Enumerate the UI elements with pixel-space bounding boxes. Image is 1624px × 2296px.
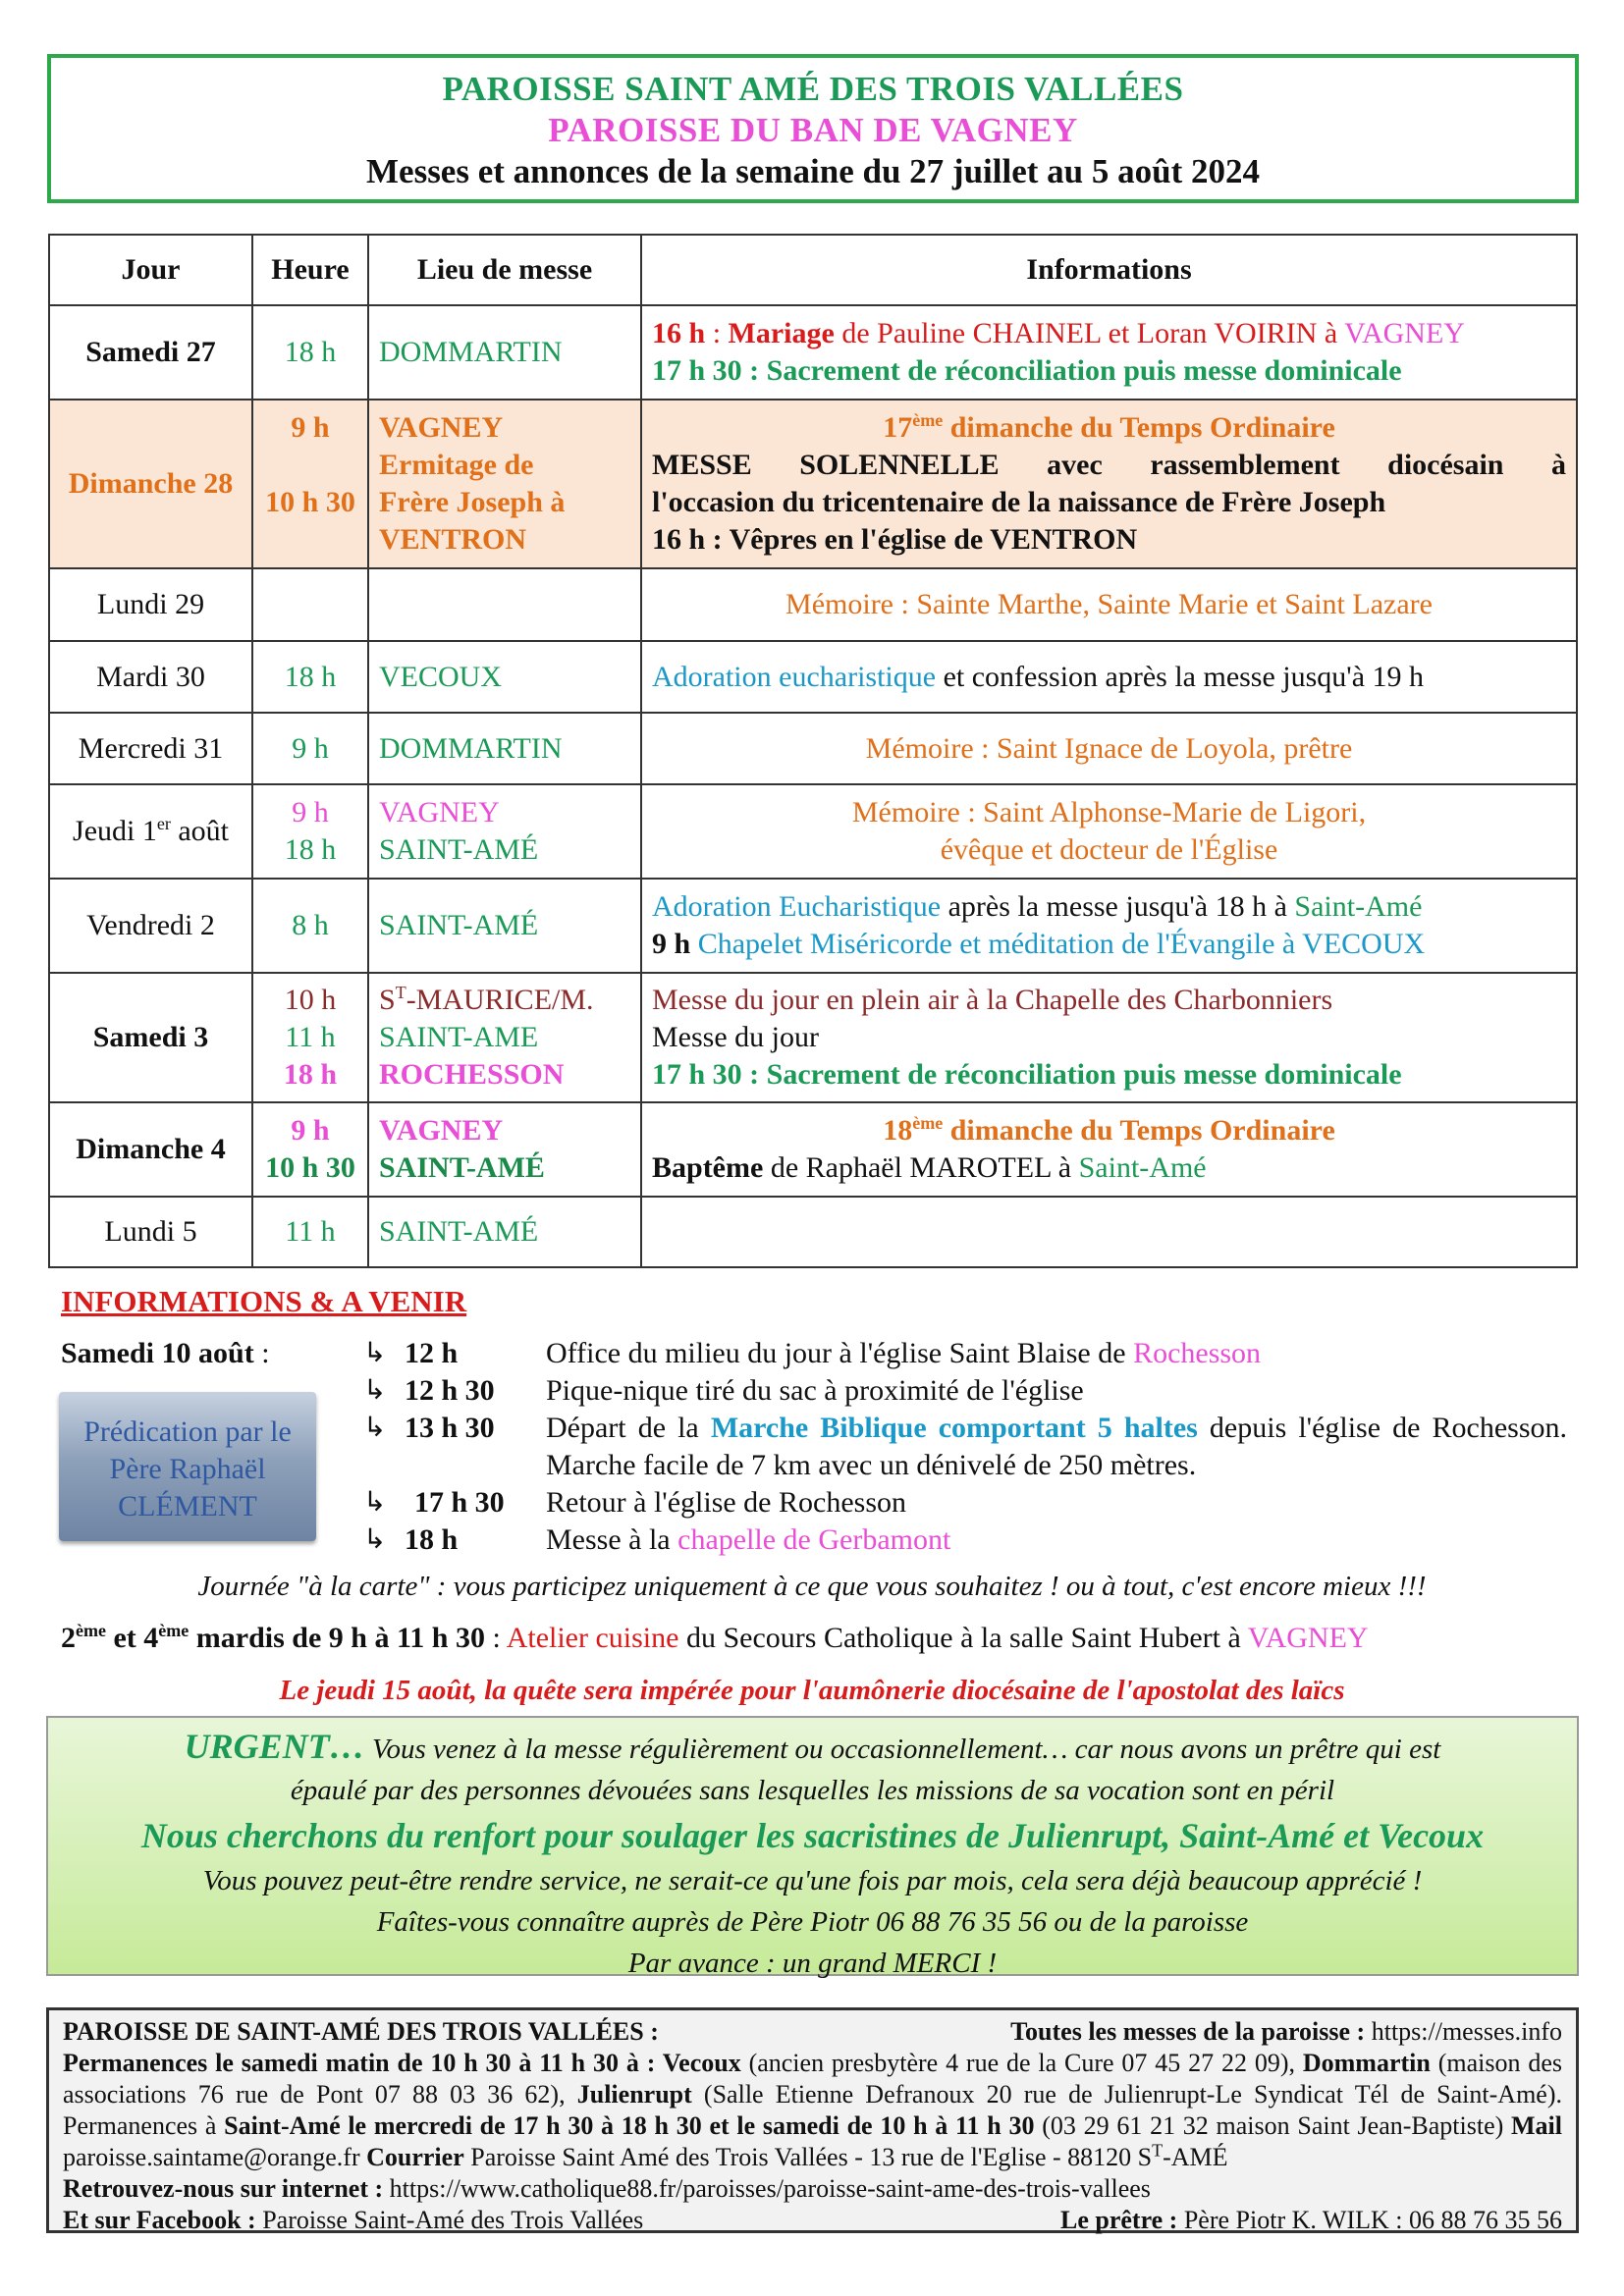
info-cell: Mémoire : Saint Ignace de Loyola, prêtre [641,713,1577,784]
info-cell [641,1197,1577,1267]
arrow-icon: ↳ [363,1375,387,1406]
info-line: Adoration Eucharistique après la messe jusqu'à 18 h à Saint-Amé [652,890,1423,923]
arrow-icon: ↳ [363,1487,387,1518]
preaching-badge: Prédication par le Père Raphaël CLÉMENT [59,1392,316,1541]
sunday-title: 17ème dimanche du Temps Ordinaire [883,410,1335,444]
info-line: Baptême de Raphaël MAROTEL à Saint-Amé [652,1151,1207,1184]
day-cell: Lundi 29 [49,568,252,641]
header-box [47,54,1579,203]
footer-web: Retrouvez-nous sur internet : https://www.catholique88.fr/paroisses/paroisse-saint-ame-des-trois-vallees [63,2174,1151,2203]
place-cell: VAGNEY Ermitage de Frère Joseph à VENTRON [368,400,641,568]
tuesdays-line: 2ème et 4ème mardis de 9 h à 11 h 30 : Atelier cuisine du Secours Catholique à la salle Saint Hubert à VAGNEY [61,1621,1369,1654]
info-line: Messe du jour [652,1021,819,1053]
table-row [49,400,1577,568]
table-row [49,568,1577,641]
col-header-heure: Heure [252,235,368,305]
table-header-row [49,235,1577,305]
urgent-line: Par avance : un grand MERCI ! [627,1948,998,1979]
place-cell: DOMMARTIN [368,305,641,400]
info-cell [641,400,1577,568]
info-cell: Adoration eucharistique et confession après la messe jusqu'à 19 h [641,641,1577,713]
col-header-jour: Jour [49,235,252,305]
urgent-line: URGENT… Vous venez à la messe régulièrement ou occasionnellement… car nous avons un prêtre qui est [184,1727,1441,1766]
place-cell: VAGNEY SAINT-AMÉ [368,784,641,879]
info-line: 16 h : Vêpres en l'église de VENTRON [652,523,1138,556]
day-cell: Mardi 30 [49,641,252,713]
a-la-carte-note: Journée "à la carte" : vous participez uniquement à ce que vous souhaitez ! ou à tout, c'est encore mieux !!! [197,1571,1427,1602]
event-item: ↳ 12 h 30 Pique-nique tiré du sac à proximité de l'église [363,1372,1581,1410]
quete-notice: Le jeudi 15 août, la quête sera impérée pour l'aumônerie diocésaine de l'apostolat des laïcs [279,1675,1345,1706]
time-cell: 9 h [252,713,368,784]
table-row [49,641,1577,713]
day-cell: Lundi 5 [49,1197,252,1267]
arrow-icon: ↳ [363,1524,387,1555]
footer-permanences: Permanences le samedi matin de 10 h 30 à 11 h 30 à : Vecoux (ancien presbytère 4 rue de la Cure 07 45 27 22 09), Dommartin (maison des associations 76 rue de Pont 07 88 03 36 62), Julienrupt (Salle Etienne Defranoux 20 rue de Julienrupt-Le Syndicat Tél de Saint-Amé). Permanences à Saint-Amé le mercredi de 17 h 30 à 18 h 30 et le samedi de 10 h à 11 h 30 (03 29 61 21 32 maison Saint Jean-Baptiste) Mail paroisse.saintame@orange.fr Courrier Paroisse Saint Amé des Trois Vallées - 13 rue de l'Eglise - 88120 $S^T$-AMÉ [63,2049,1563,2171]
urgent-line: Vous pouvez peut-être rendre service, ne serait-ce qu'une fois par mois, cela sera déjà beaucoup apprécié ! [202,1865,1423,1896]
info-line: Messe du jour en plein air à la Chapelle des Charbonniers [652,984,1333,1016]
sunday-title: 18ème dimanche du Temps Ordinaire [883,1113,1335,1147]
table-row [49,784,1577,879]
info-line: 9 h Chapelet Miséricorde et méditation de l'Évangile à VECOUX [652,928,1426,960]
place-cell: SAINT-AMÉ [368,879,641,973]
parish-title: PAROISSE SAINT AMÉ DES TROIS VALLÉES [442,70,1184,108]
day-cell: Samedi 27 [49,305,252,400]
place-cell: VECOUX [368,641,641,713]
col-header-lieu: Lieu de messe [368,235,641,305]
place-cell [368,568,641,641]
table-row [49,879,1577,973]
col-header-informations: Informations [641,235,1577,305]
day-cell: Dimanche 28 [49,400,252,568]
info-cell [641,879,1577,973]
urgent-line: épaulé par des personnes dévouées sans lesquelles les missions de sa vocation sont en péril [290,1775,1335,1806]
place-cell: VAGNEY SAINT-AMÉ [368,1102,641,1197]
arrow-icon: ↳ [363,1413,387,1443]
info-line: l'occasion du tricentenaire de la naissance de Frère Joseph [652,486,1386,518]
table-row [49,1102,1577,1197]
time-cell [252,568,368,641]
time-cell: 11 h [252,1197,368,1267]
place-cell: DOMMARTIN [368,713,641,784]
event-item: ↳ 12 h Office du milieu du jour à l'église Saint Blaise de Rochesson [363,1335,1581,1372]
day-cell: Samedi 3 [49,973,252,1102]
arrow-icon: ↳ [363,1338,387,1368]
time-cell: 9 h 10 h 30 [252,1102,368,1197]
place-cell: $S^T-MAURICE/M$. SAINT-AME ROCHESSON [368,973,641,1102]
info-line: MESSE SOLENNELLE avec rassemblement diocésain à [652,449,1566,481]
info-line: 17 h 30 : Sacrement de réconciliation puis messe dominicale [652,1058,1402,1091]
time-cell: 9 h 18 h [252,784,368,879]
info-line: 16 h : Mariage de Pauline CHAINEL et Loran VOIRIN à VAGNEY [652,317,1465,349]
footer-title-row: PAROISSE DE SAINT-AMÉ DES TROIS VALLÉES : Toutes les messes de la paroisse : https://messes.info [63,2017,1562,2046]
info-cell: Mémoire : Sainte Marthe, Sainte Marie et Saint Lazare [641,568,1577,641]
mass-schedule-table [48,234,1578,1268]
table-row [49,973,1577,1102]
week-title: Messes et annonces de la semaine du 27 juillet au 5 août 2024 [366,152,1260,190]
info-cell [641,1102,1577,1197]
time-cell: 10 h 11 h 18 h [252,973,368,1102]
info-cell: Mémoire : Saint Alphonse-Marie de Ligori, évêque et docteur de l'Église [641,784,1577,879]
time-cell: 9 h 10 h 30 [252,400,368,568]
day-cell: Dimanche 4 [49,1102,252,1197]
table-row [49,305,1577,400]
urgent-line: Faîtes-vous connaître auprès de Père Piotr 06 88 76 35 56 ou de la paroisse [376,1906,1249,1938]
informations-heading: INFORMATIONS & A VENIR [61,1284,467,1318]
time-cell: 8 h [252,879,368,973]
day-cell: Jeudi 1er août [49,784,252,879]
urgent-headline: Nous cherchons du renfort pour soulager les sacristines de Julienrupt, Saint-Amé et Vecoux [140,1816,1485,1855]
day-cell: Mercredi 31 [49,713,252,784]
table-row [49,713,1577,784]
info-cell [641,973,1577,1102]
time-cell: 18 h [252,641,368,713]
table-row [49,1197,1577,1267]
saturday-10-label: Samedi 10 août : [61,1337,270,1369]
day-cell: Vendredi 2 [49,879,252,973]
event-item: ↳ 18 h Messe à la chapelle de Gerbamont [363,1522,1581,1559]
parish-subtitle: PAROISSE DU BAN DE VAGNEY [548,111,1078,149]
info-line: 17 h 30 : Sacrement de réconciliation puis messe dominicale [652,354,1402,387]
time-cell: 18 h [252,305,368,400]
info-cell [641,305,1577,400]
event-item: ↳ 13 h 30 Départ de la Marche Biblique comportant 5 haltes depuis l'église de Rochesson. Marche facile de 7 km avec un dénivelé de 250 mètres. [363,1412,1567,1481]
urgent-box [46,1716,1579,1979]
footer-box [46,2007,1579,2233]
place-cell: SAINT-AMÉ [368,1197,641,1267]
event-item: ↳ 17 h 30 Retour à l'église de Rochesson [363,1484,1581,1522]
footer-last-row: Et sur Facebook : Paroisse Saint-Amé des Trois Vallées Le prêtre : Père Piotr K. WILK : 06 88 76 35 56 [63,2206,1562,2234]
